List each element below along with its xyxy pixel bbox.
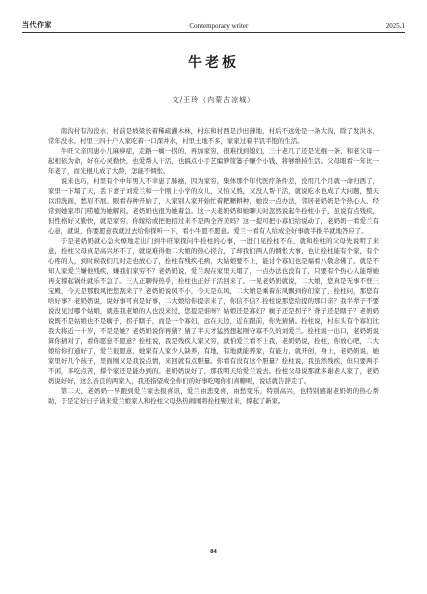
paragraph: 第二天，老奶奶一早跑到爱兰家去报喜讯，爱兰由悲变喜，由愁变乐，特别高兴，也特别感谢老奶奶的热心帮助，于是定好日子请来爱兰娘家人和拴柱父母热热闹闹将拴柱娶过来，撑起了新家。: [48, 387, 379, 405]
page-number: 84: [210, 548, 217, 555]
paragraph: 于是老奶奶就心急火燎地走出门到牛旺家探问牛拴柱的心事，一进门见拴柱不在，就和拴柱的父母先说明了来意，拴柱父母真是高兴坏不了，就说难得他二大娘的热心搓合，了却我们两人的惆怅大事，也让拴柱能有个家，有个心疼的人，到时候我们几时走也放心了，拴柱有残疾毛病，大姑娘要不上，能讨个寡妇也是福看八敬念佛了。就是不知人家爱兰嫌他残疾，嫌我们家穷不？老奶奶说，爱兰现在家里天塌了，一点办法也没有了，只要有个热心人能帮她再支撑起锅灶就乐不急了。三人正聊得热乎，拴柱也正好干活回来了。一见老奶奶就说，二大娘，您真是无事不登三宝殿，今天是那股风把您刮来了？老奶奶说风不小，今天是东风，二大娘是乘着东风飘到你们家了，拴柱问，那您有啥好事？老奶奶说，说好事可真是好事，二大娘给你提亲来了，你信不信？拴柱说那您给提的那口亲？我半辈子不要说没见过哪个姑娘，就连我老娘的人也没来过，您提是谁呀？姑娘还是寡妇？瘸子还是拐子？聋子还是瞎子？老奶奶说既不是姑娘也不是瘸子，拐子瞎子，而是一个寡妇，远在天边，近在跟前，你先猜猜。拴柱说，村东头有个寡妇比我大将近一十岁，不是是她？老奶奶说你再猜？猜了半天才猛然想起刚守寡不久的刘爱兰。拴柱说一出口，老奶奶说算你猜对了，看你愿意不愿意？拴柱说，我是残疾人家又穷，就怕爱兰看不上我，老奶奶说，拴柱，你放心吧，二大娘给你打通好了，爱兰很愿意，她家有人家少人缺养，有地，有地就能养家，有能力，就开创，身上，老奶奶说，她家里好几个孩子，里面刚又是我说点情，来回就有点胆量。你看有没有这个胆量？拴柱说，我虽然残疾，但只要两手不闲，多吃点苦，撑个家还是能办到的。老奶奶说好了，那我明天给爱兰说去。拴柱父母说那就多谢老人家了，老奶奶说好好，这么善良的两家人，我还指望成全你们的好事吃喝你们喜糖呢，说话就告辞走了。: [48, 237, 379, 385]
journal-english-title: Contemporary writer: [189, 22, 249, 30]
running-header: [22, 14, 405, 33]
article-byline: 文/王玲（内蒙古凉城）: [171, 96, 256, 104]
article-title: 牛老板: [188, 55, 239, 71]
article-body: [48, 126, 379, 406]
paragraph: 南沟村有沟没水，村前是坡梁长着稀疏灌木林，村东和村西是沙田薄地，村后不远处是一条大沟，除了发洪水，常年没水。村里三四十户人家吃着一口深井水，村里土地不多，家家过着半饥半饱的生活。: [48, 127, 379, 145]
paragraph: 牛旺父亲因患小儿麻痹症，走路一瘸一拐的，再加家穷，很难找到媳妇，三十老几了还是光棍一条，和老父母一起相依为命，好在心灵勤快，也爱帮人干活，也搞点小手艺编箩筐篓子赚个小钱，将够维持生活。父母眼看一年比一年老了，而光棍儿成了大龄，怎能不惆怅。: [48, 147, 379, 175]
journal-name: 当代作家: [22, 21, 52, 29]
paragraph: 说来也巧，村里有个中年男人不幸患了肺癌，因为家穷，集体那个年代医疗条件差，没用几个月就一命归西了，家里一下塌了天，丢下妻子刘爱兰和一个刚上小学的女儿，又怕又熬，又没人帮干活，就说吃水也成了大问题，整天以泪洗面，愁眉不展。眼看春种开始了，人家别人家开始忙着耙耱耕种，她没一点办法，邻居老奶奶是个热心人，经常到她家串门唠嗑为她解闷。老奶奶也很为她着急。这一天老奶奶和她聊天时忽然说起牛拴柱小子，虽说有点残疾，但性格好又勤快，就是家穷，你嫁给或把他招过来不是两全齐美吗？这一提可把小寡妇给说动了，老奶奶一看爱兰有心意，就说，你要愿意我就过去给你探听一下，看小牛愿不愿意。爱兰一看有人给成全好事就半推半就地答应了。: [48, 177, 379, 235]
issue-number: 2025.1: [385, 22, 405, 30]
